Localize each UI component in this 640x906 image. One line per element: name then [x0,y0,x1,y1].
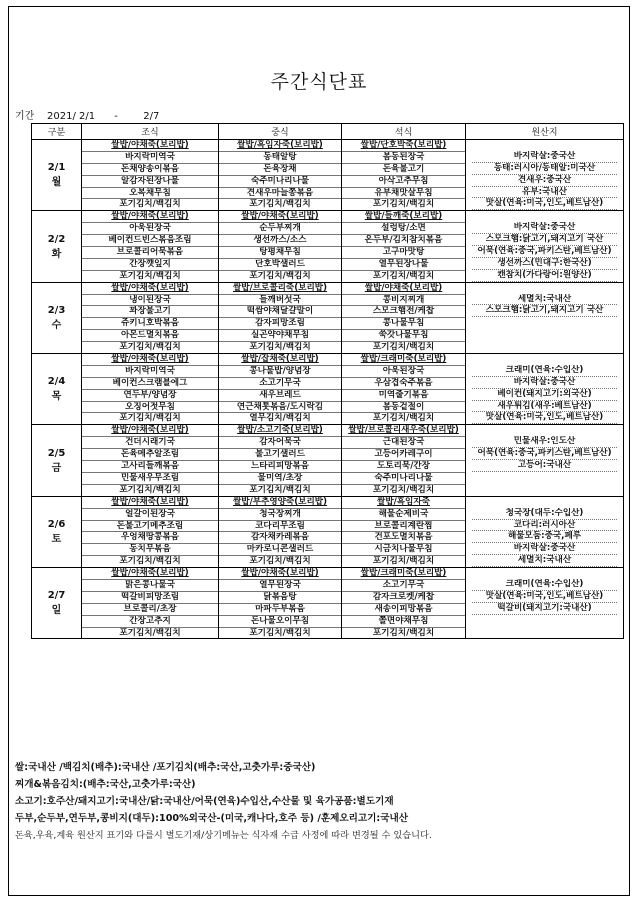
lunch-item: 숙주미나리나물 [219,176,341,188]
origin-cell [466,568,624,639]
lunch-item: 감자피망조림 [219,318,341,330]
day-cell [32,568,82,639]
origin-item [472,626,617,637]
breakfast-item: 베이컨드빈스볶음조림 [82,235,218,247]
dinner-item: 쌀밥/크래미죽(보리밥) [342,354,465,366]
breakfast-cell [82,425,219,496]
breakfast-cell [82,282,219,353]
dinner-item: 포기김치/백김치 [372,484,435,495]
breakfast-item: 베이컨스크램블에그 [82,378,218,390]
day-cell [32,211,82,282]
lunch-item: 연근채톳볶음/도시락김 [219,402,341,414]
origin-item [472,472,617,483]
dinner-cell [342,282,466,353]
origin-item: 베이컨(돼지고기:외국산) [472,389,617,401]
lunch-item: 물미역/초장 [219,473,341,485]
lunch-item: 쌀밥/야채죽(보리밥) [219,568,341,580]
day-weekday: 월 [51,177,62,189]
origin-item: 세멸치:국내산 [472,555,617,567]
lunch-item: 코다리무조림 [219,521,341,533]
day-weekday: 수 [51,319,62,331]
breakfast-item: 간장깻잎지 [82,259,218,271]
dinner-item: 포기김치/백김치 [372,342,435,353]
origin-item: 코다리:러시아산 [472,520,617,532]
day-date: 2/5 [47,447,66,459]
table-row [32,140,624,211]
dinner-item: 아삭고추무침 [342,176,465,188]
origin-item: 어묵(연육:중국,파키스탄,베트남산) [472,246,617,258]
header-category: 구분 [32,124,82,140]
lunch-item: 포기김치/백김치 [249,199,311,210]
breakfast-item: 포기김치/백김치 [119,413,181,424]
origin-item: 고등어:국내산 [472,460,617,472]
origin-item: 해물모둠:중국,페루 [472,531,617,543]
dinner-item: 아욱된장국 [342,366,465,378]
origin-cell [466,140,624,211]
breakfast-item: 맑은콩나물국 [82,580,218,592]
note-line: 소고기:호주산/돼지고기:국내산/닭:국내산/어묵(연육)수입산,수산물 및 육가공품:별도기재 [15,796,394,807]
note-line: 찌개&볶음김치:(배추:국산,고춧가루:국산) [15,779,196,790]
dinner-item: 포기김치/백김치 [372,270,435,281]
breakfast-item: 포기김치/백김치 [119,270,181,281]
breakfast-item: 오복채무침 [82,188,218,200]
dinner-item: 쫄면야채무침 [342,616,465,628]
dinner-item: 봄동된장국 [342,152,465,164]
origin-item: 캔참치(가다랑어:원양산) [472,270,617,282]
origin-item: 바지락살:중국산 [472,543,617,555]
lunch-item: 소고기무국 [219,378,341,390]
day-weekday: 토 [51,533,62,545]
breakfast-item: 오징어젓무침 [82,402,218,414]
breakfast-item: 아몬드멸치볶음 [82,330,218,342]
breakfast-item: 쥬키니호박볶음 [82,318,218,330]
day-weekday: 목 [51,391,62,403]
breakfast-item: 냉이된장국 [82,295,218,307]
dinner-item: 포기김치/백김치 [372,556,435,567]
header-breakfast: 조식 [82,124,219,140]
breakfast-item: 포기김치/백김치 [119,627,181,638]
period-dash: - [114,111,118,122]
day-weekday: 금 [51,462,62,474]
lunch-item: 포기김치/백김치 [249,556,311,567]
breakfast-item: 포기김치/백김치 [119,199,181,210]
breakfast-item: 쌀밥/야채죽(보리밥) [82,354,218,366]
lunch-item: 불고기샐러드 [219,449,341,461]
header-origin: 원산지 [466,124,624,140]
note-line: 두부,순두부,연두부,콩비지(대두):100%외국산-(미국,캐나다,호주 등) /훈제오리고기:국내산 [15,813,409,824]
period-end: 2/7 [143,111,160,122]
lunch-cell [219,211,342,282]
dinner-item: 소고기무국 [342,580,465,592]
page-title: 주간식단표 [270,71,368,93]
lunch-item: 청국장찌개 [219,509,341,521]
lunch-item: 열무된장국 [219,580,341,592]
dinner-item: 쑥갓나물무침 [342,330,465,342]
lunch-item: 실곤약야채무침 [219,330,341,342]
dinner-item: 유부채맛살무침 [342,188,465,200]
day-date: 2/7 [47,590,66,602]
dinner-cell [342,425,466,496]
origin-item: 떡갈비(돼지고기:국내산) [472,603,617,615]
origin-item: 견새우:중국산 [472,175,617,187]
dinner-item: 콩나물무침 [342,318,465,330]
origin-cell [466,354,624,425]
lunch-item: 돈육장채 [219,164,341,176]
dinner-item: 도토리묵/간장 [342,461,465,473]
dinner-item: 미역줄기볶음 [342,390,465,402]
dinner-item: 근대된장국 [342,437,465,449]
origin-item: 스모크햄:닭고기,돼지고기 국산 [472,305,617,317]
dinner-item: 설렁탕/소면 [342,223,465,235]
header-dinner: 석식 [342,124,466,140]
breakfast-item: 쌀밥/야채죽(보리밥) [82,140,218,152]
dinner-item: 스모크햄전/케찹 [342,306,465,318]
dinner-item: 돈육불고기 [342,164,465,176]
origin-item [472,483,617,494]
breakfast-item: 포기김치/백김치 [119,556,181,567]
lunch-item: 새우브레드 [219,390,341,402]
lunch-item: 쌀밥/잡채죽(보리밥) [219,354,341,366]
origin-item: 동태:러시아/동태알:미국산 [472,163,617,175]
dinner-item: 시금치나물무침 [342,544,465,556]
breakfast-item: 돈불고기메추조림 [82,521,218,533]
origin-item [472,425,617,436]
lunch-item: 떡쌈야채달걀말이 [219,306,341,318]
day-date: 2/1 [47,162,66,174]
menu-body [32,140,624,639]
dinner-item: 쌀밥/야채죽(보리밥) [342,283,465,295]
table-row [32,354,624,425]
period-label: 기간 [15,111,35,122]
table-row [32,568,624,639]
breakfast-item: 쌀밥/야채죽(보리밥) [82,425,218,437]
breakfast-item: 포기김치/백김치 [119,342,181,353]
breakfast-item: 간장고추지 [82,616,218,628]
origin-item: 유부:국내산 [472,187,617,199]
table-row [32,496,624,567]
dinner-item: 감자크로켓/케찹 [342,592,465,604]
origin-item: 청국장(대두:수입산) [472,508,617,520]
origin-item [472,317,617,328]
breakfast-item: 알감자된장나물 [82,176,218,188]
lunch-item: 돈나물오이무침 [219,616,341,628]
day-date: 2/6 [47,518,66,530]
origin-item: 스모크햄:닭고기,돼지고기 국산 [472,234,617,246]
dinner-item: 쌀밥/들깨죽(보리밥) [342,211,465,223]
lunch-item: 포기김치/백김치 [249,270,311,281]
breakfast-cell [82,140,219,211]
breakfast-item: 건더시래기국 [82,437,218,449]
period-start: 2021/ 2/1 [47,111,96,122]
day-cell [32,425,82,496]
breakfast-item: 브로콜리어묵볶음 [82,247,218,259]
dinner-item: 콩비지찌개 [342,295,465,307]
origin-item [472,615,617,626]
breakfast-cell [82,354,219,425]
dinner-item: 새송이피망볶음 [342,604,465,616]
origin-item [472,354,617,365]
dinner-cell [342,568,466,639]
breakfast-item: 브로콜리/초장 [82,604,218,616]
dinner-item: 해물순제비국 [342,509,465,521]
lunch-item: 포기김치/백김치 [249,627,311,638]
dinner-item: 포기김치/백김치 [372,199,435,210]
origin-notes [15,759,432,844]
breakfast-item: 고사리들깨볶음 [82,461,218,473]
dinner-item: 브로콜리계란찜 [342,521,465,533]
table-row [32,425,624,496]
breakfast-item: 쌀밥/야채죽(보리밥) [82,211,218,223]
breakfast-item: 아욱된장국 [82,223,218,235]
lunch-cell [219,282,342,353]
origin-cell [466,282,624,353]
dinner-item: 쌀밥/브로콜리새우죽(보리밥) [342,425,465,437]
breakfast-item: 우엉채땅콩볶음 [82,532,218,544]
header-lunch: 중식 [219,124,342,140]
origin-item: 바지락살:중국산 [472,222,617,234]
origin-item: 맛살(연육:미국,인도,베트남산) [472,591,617,603]
day-date: 2/3 [47,304,66,316]
origin-item: 민물새우:인도산 [472,436,617,448]
day-cell [32,354,82,425]
note-line: 쌀:국내산 /백김치(배추):국내산 /포기김치(배추:국산,고춧가루:중국산) [15,762,316,773]
dinner-item: 건포도멸치볶음 [342,532,465,544]
origin-item: 생선까스(민대구:한국산) [472,258,617,270]
day-cell [32,496,82,567]
lunch-item: 쌀밥/브로콜리죽(보리밥) [219,283,341,295]
dinner-item: 봄동겉절이 [342,402,465,414]
origin-item [472,211,617,222]
origin-item [472,328,617,339]
breakfast-item: 돈육메추알조림 [82,449,218,461]
dinner-item: 쌀밥/크래미죽(보리밥) [342,568,465,580]
origin-item [472,497,617,508]
menu-document [8,6,630,896]
dinner-item: 쌀밥/단호박죽(보리밥) [342,140,465,152]
table-header-row [32,124,624,140]
lunch-item: 열무김치/백김치 [249,413,311,424]
breakfast-item: 얼갈이된장국 [82,509,218,521]
breakfast-cell [82,568,219,639]
lunch-item: 쌀밥/부추영양죽(보리밥) [219,497,341,509]
dinner-item: 포기김치/백김치 [372,413,435,424]
dinner-item: 온두부/김치참치볶음 [342,235,465,247]
origin-cell [466,496,624,567]
lunch-item: 쌀밥/소고기죽(보리밥) [219,425,341,437]
breakfast-item: 쌀밥/야채죽(보리밥) [82,568,218,580]
breakfast-item: 동치무볶음 [82,544,218,556]
lunch-item: 동태알탕 [219,152,341,164]
breakfast-item: 바지락미역국 [82,366,218,378]
lunch-item: 견새우마늘쫑볶음 [219,188,341,200]
dinner-item: 고구마맛탕 [342,247,465,259]
weekly-menu-table [31,123,624,639]
dinner-item: 우삼겹숙주볶음 [342,378,465,390]
breakfast-item: 연두부/양념장 [82,390,218,402]
origin-cell [466,425,624,496]
lunch-item: 포기김치/백김치 [249,484,311,495]
day-cell [32,282,82,353]
dinner-cell [342,354,466,425]
lunch-cell [219,496,342,567]
lunch-item: 쌀밥/야채죽(보리밥) [219,211,341,223]
lunch-item: 탕평채무침 [219,247,341,259]
breakfast-item: 꽈장불고기 [82,306,218,318]
origin-item: 세멸치:국내산 [472,294,617,306]
breakfast-item: 민물새우무조림 [82,473,218,485]
breakfast-item: 쌀밥/야채죽(보리밥) [82,283,218,295]
dinner-item: 숙주미나리나물 [342,473,465,485]
origin-item: 새우튀김(새우:베트남산) [472,401,617,413]
origin-item [472,283,617,294]
dinner-item: 열무된장나물 [342,259,465,271]
origin-item: 바지락살:중국산 [472,377,617,389]
lunch-item: 콩나물밥/양념장 [219,366,341,378]
lunch-item: 마파두부볶음 [219,604,341,616]
table-row [32,282,624,353]
lunch-cell [219,568,342,639]
dinner-cell [342,496,466,567]
lunch-item: 감자채카레볶음 [219,532,341,544]
dinner-cell [342,211,466,282]
lunch-item: 감자어묵국 [219,437,341,449]
dinner-cell [342,140,466,211]
lunch-cell [219,425,342,496]
period-line [15,107,159,122]
breakfast-cell [82,496,219,567]
breakfast-item: 떡갈비피망조림 [82,592,218,604]
origin-item [472,140,617,151]
lunch-item: 마카로니콘샐러드 [219,544,341,556]
breakfast-item: 돈채양송이볶음 [82,164,218,176]
lunch-item: 순두부찌개 [219,223,341,235]
day-weekday: 일 [51,605,62,617]
lunch-cell [219,354,342,425]
day-date: 2/4 [47,376,66,388]
origin-item [472,568,617,579]
table-row [32,211,624,282]
dinner-item: 포기김치/백김치 [372,627,435,638]
origin-item: 크래미(연육:수입산) [472,579,617,591]
origin-item: 크래미(연육:수입산) [472,365,617,377]
dinner-item: 고등어카레구이 [342,449,465,461]
origin-item: 맛살(연육:미국,인도,베트남산) [472,412,617,424]
note-line: 돈육,우육,계육 원산지 표기와 다를시 별도기재/상기메뉴는 식자재 수급 사정에 따라 변경될 수 있습니다. [15,830,432,841]
lunch-item: 느타리피망볶음 [219,461,341,473]
day-weekday: 화 [51,248,62,260]
breakfast-item: 쌀밥/야채죽(보리밥) [82,497,218,509]
lunch-item: 단호박샐러드 [219,259,341,271]
breakfast-item: 바지락미역국 [82,152,218,164]
lunch-cell [219,140,342,211]
lunch-item: 쌀밥/흑임자죽(보리밥) [219,140,341,152]
breakfast-item: 포기김치/백김치 [119,484,181,495]
breakfast-cell [82,211,219,282]
lunch-item: 포기김치/백김치 [249,342,311,353]
day-cell [32,140,82,211]
lunch-item: 닭볶음탕 [219,592,341,604]
dinner-item: 쌀밥/흑임자죽 [342,497,465,509]
origin-item: 맛살(연육:미국,인도,베트남산) [472,198,617,210]
origin-item: 어묵(연육:중국,파키스탄,베트남산) [472,448,617,460]
day-date: 2/2 [47,233,66,245]
lunch-item: 들깨버섯국 [219,295,341,307]
origin-item: 바지락살:중국산 [472,151,617,163]
origin-cell [466,211,624,282]
origin-item [472,339,617,350]
lunch-item: 생선까스/소스 [219,235,341,247]
